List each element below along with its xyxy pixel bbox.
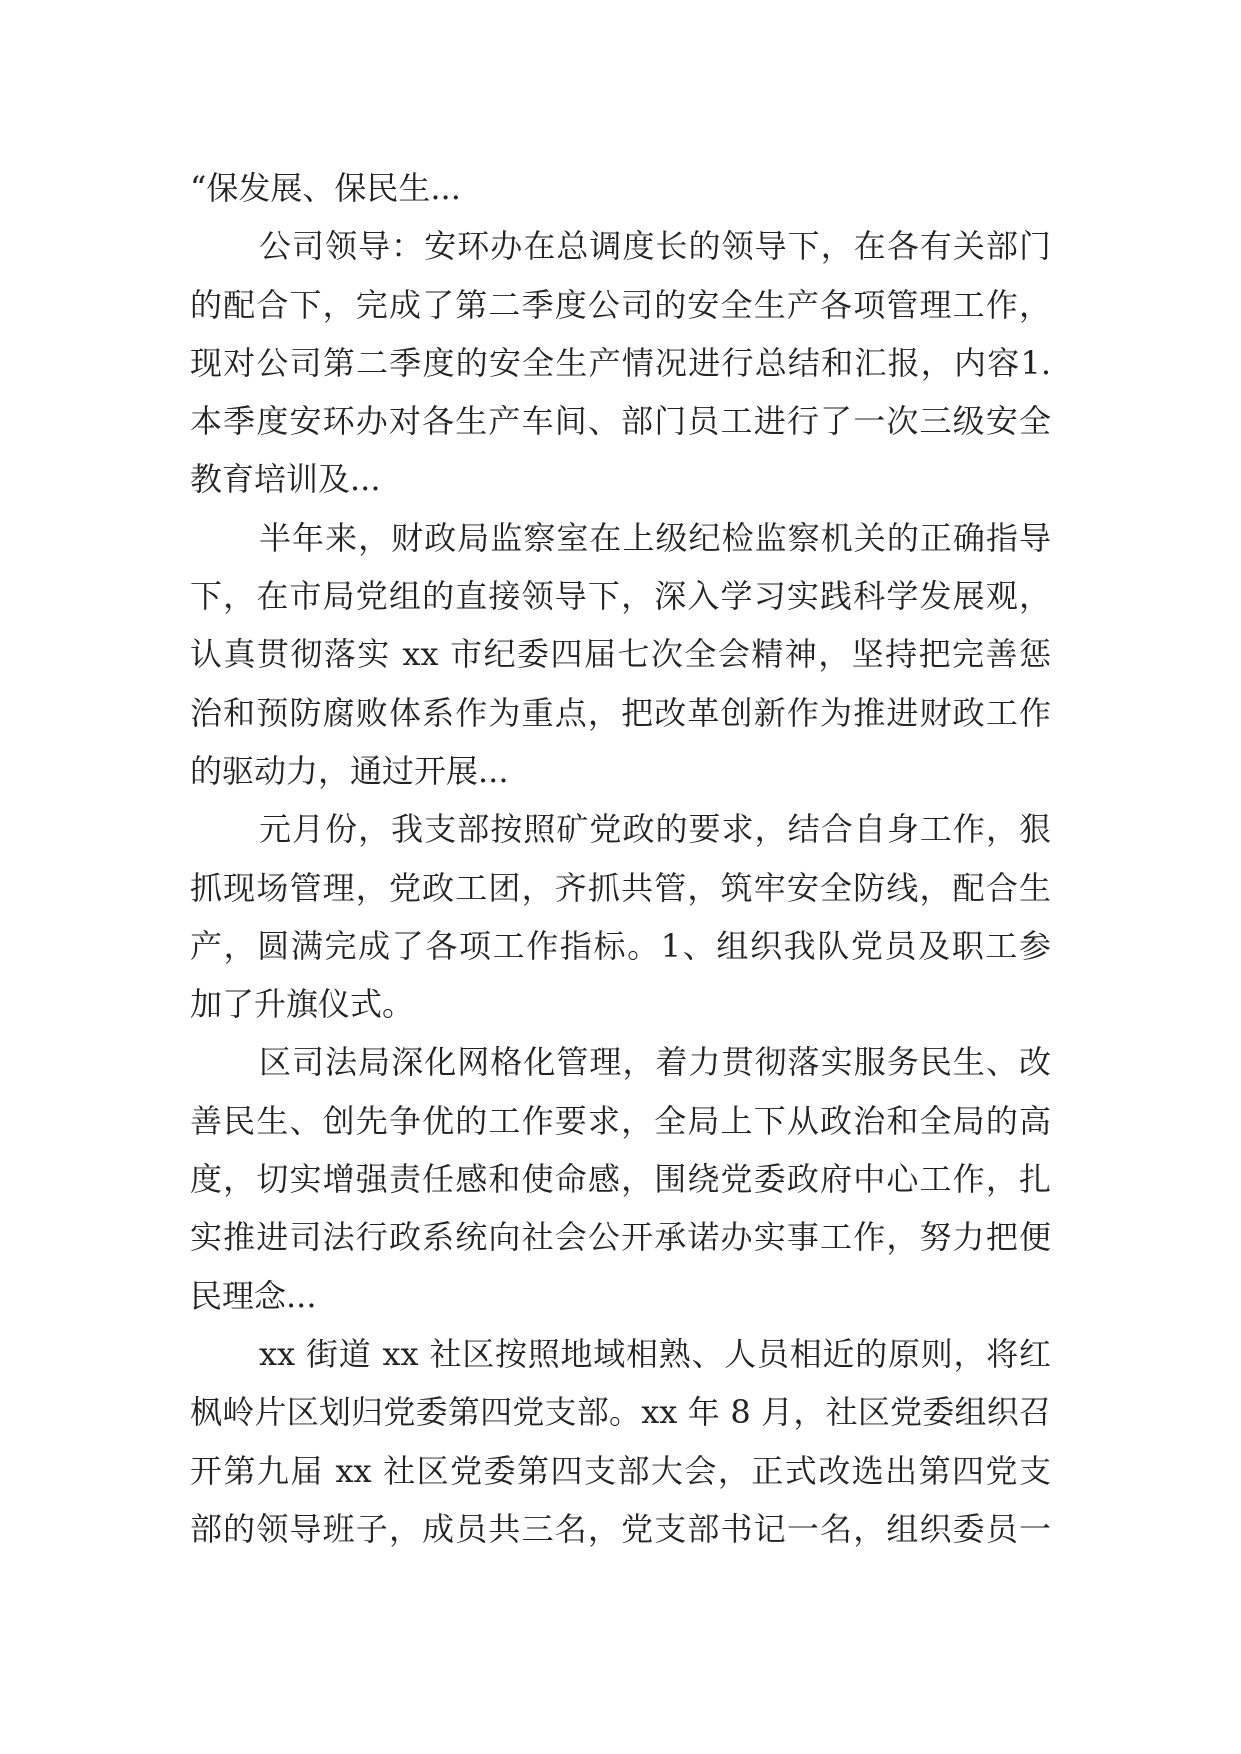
paragraph bbox=[190, 159, 1051, 217]
paragraph-line: 抓现场管理，党政工团，齐抓共管，筑牢安全防线，配合生 bbox=[190, 868, 1051, 907]
paragraph bbox=[190, 1325, 1051, 1558]
paragraph-line: 半年来，财政局监察室在上级纪检监察机关的正确指导 bbox=[259, 518, 1051, 557]
paragraph-line: xx 街道 xx 社区按照地域相熟、人员相近的原则，将红 bbox=[259, 1334, 1051, 1373]
paragraph-line: 善民生、创先争优的工作要求，全局上下从政治和全局的高 bbox=[190, 1101, 1051, 1140]
paragraph-line: 度，切实增强责任感和使命感，围绕党委政府中心工作，扎 bbox=[190, 1160, 1051, 1199]
paragraph-line: 下，在市局党组的直接领导下，深入学习实践科学发展观， bbox=[190, 577, 1051, 616]
paragraph-line: 认真贯彻落实 xx 市纪委四届七次全会精神，坚持把完善惩 bbox=[190, 635, 1051, 674]
paragraph-line: 元月份，我支部按照矿党政的要求，结合自身工作，狠 bbox=[259, 810, 1051, 849]
paragraph-line: 本季度安环办对各生产车间、部门员工进行了一次三级安全 bbox=[190, 402, 1051, 441]
paragraph-line: 产，圆满完成了各项工作指标。1、组织我队党员及职工参 bbox=[190, 926, 1051, 965]
paragraph-line: 公司领导：安环办在总调度长的领导下，在各有关部门 bbox=[259, 227, 1051, 266]
paragraph-line: 的配合下，完成了第二季度公司的安全生产各项管理工作， bbox=[190, 285, 1051, 324]
paragraph-line: 实推进司法行政系统向社会公开承诺办实事工作，努力把便 bbox=[190, 1218, 1051, 1257]
paragraph-line: 枫岭片区划归党委第四党支部。xx 年 8 月，社区党委组织召 bbox=[190, 1393, 1051, 1432]
paragraph-line: 现对公司第二季度的安全生产情况进行总结和汇报，内容1. bbox=[190, 343, 1051, 382]
paragraph-line: 开第九届 xx 社区党委第四支部大会，正式改选出第四党支 bbox=[190, 1451, 1051, 1490]
paragraph-line: “保发展、保民生... bbox=[190, 169, 461, 207]
paragraph-line: 教育培训及... bbox=[190, 460, 381, 499]
paragraph-line: 加了升旗仪式。 bbox=[190, 985, 415, 1024]
paragraph bbox=[190, 800, 1051, 1033]
paragraph-line: 区司法局深化网格化管理，着力贯彻落实服务民生、改 bbox=[259, 1043, 1051, 1082]
paragraph bbox=[190, 1033, 1051, 1324]
paragraph-line: 民理念... bbox=[190, 1276, 317, 1315]
paragraph bbox=[190, 217, 1051, 508]
paragraph-line: 治和预防腐败体系作为重点，把改革创新作为推进财政工作 bbox=[190, 693, 1051, 732]
paragraph-line: 的驱动力，通过开展... bbox=[190, 751, 509, 790]
document-body bbox=[190, 159, 1051, 1558]
paragraph bbox=[190, 509, 1051, 800]
paragraph-line: 部的领导班子，成员共三名，党支部书记一名，组织委员一 bbox=[190, 1509, 1051, 1548]
